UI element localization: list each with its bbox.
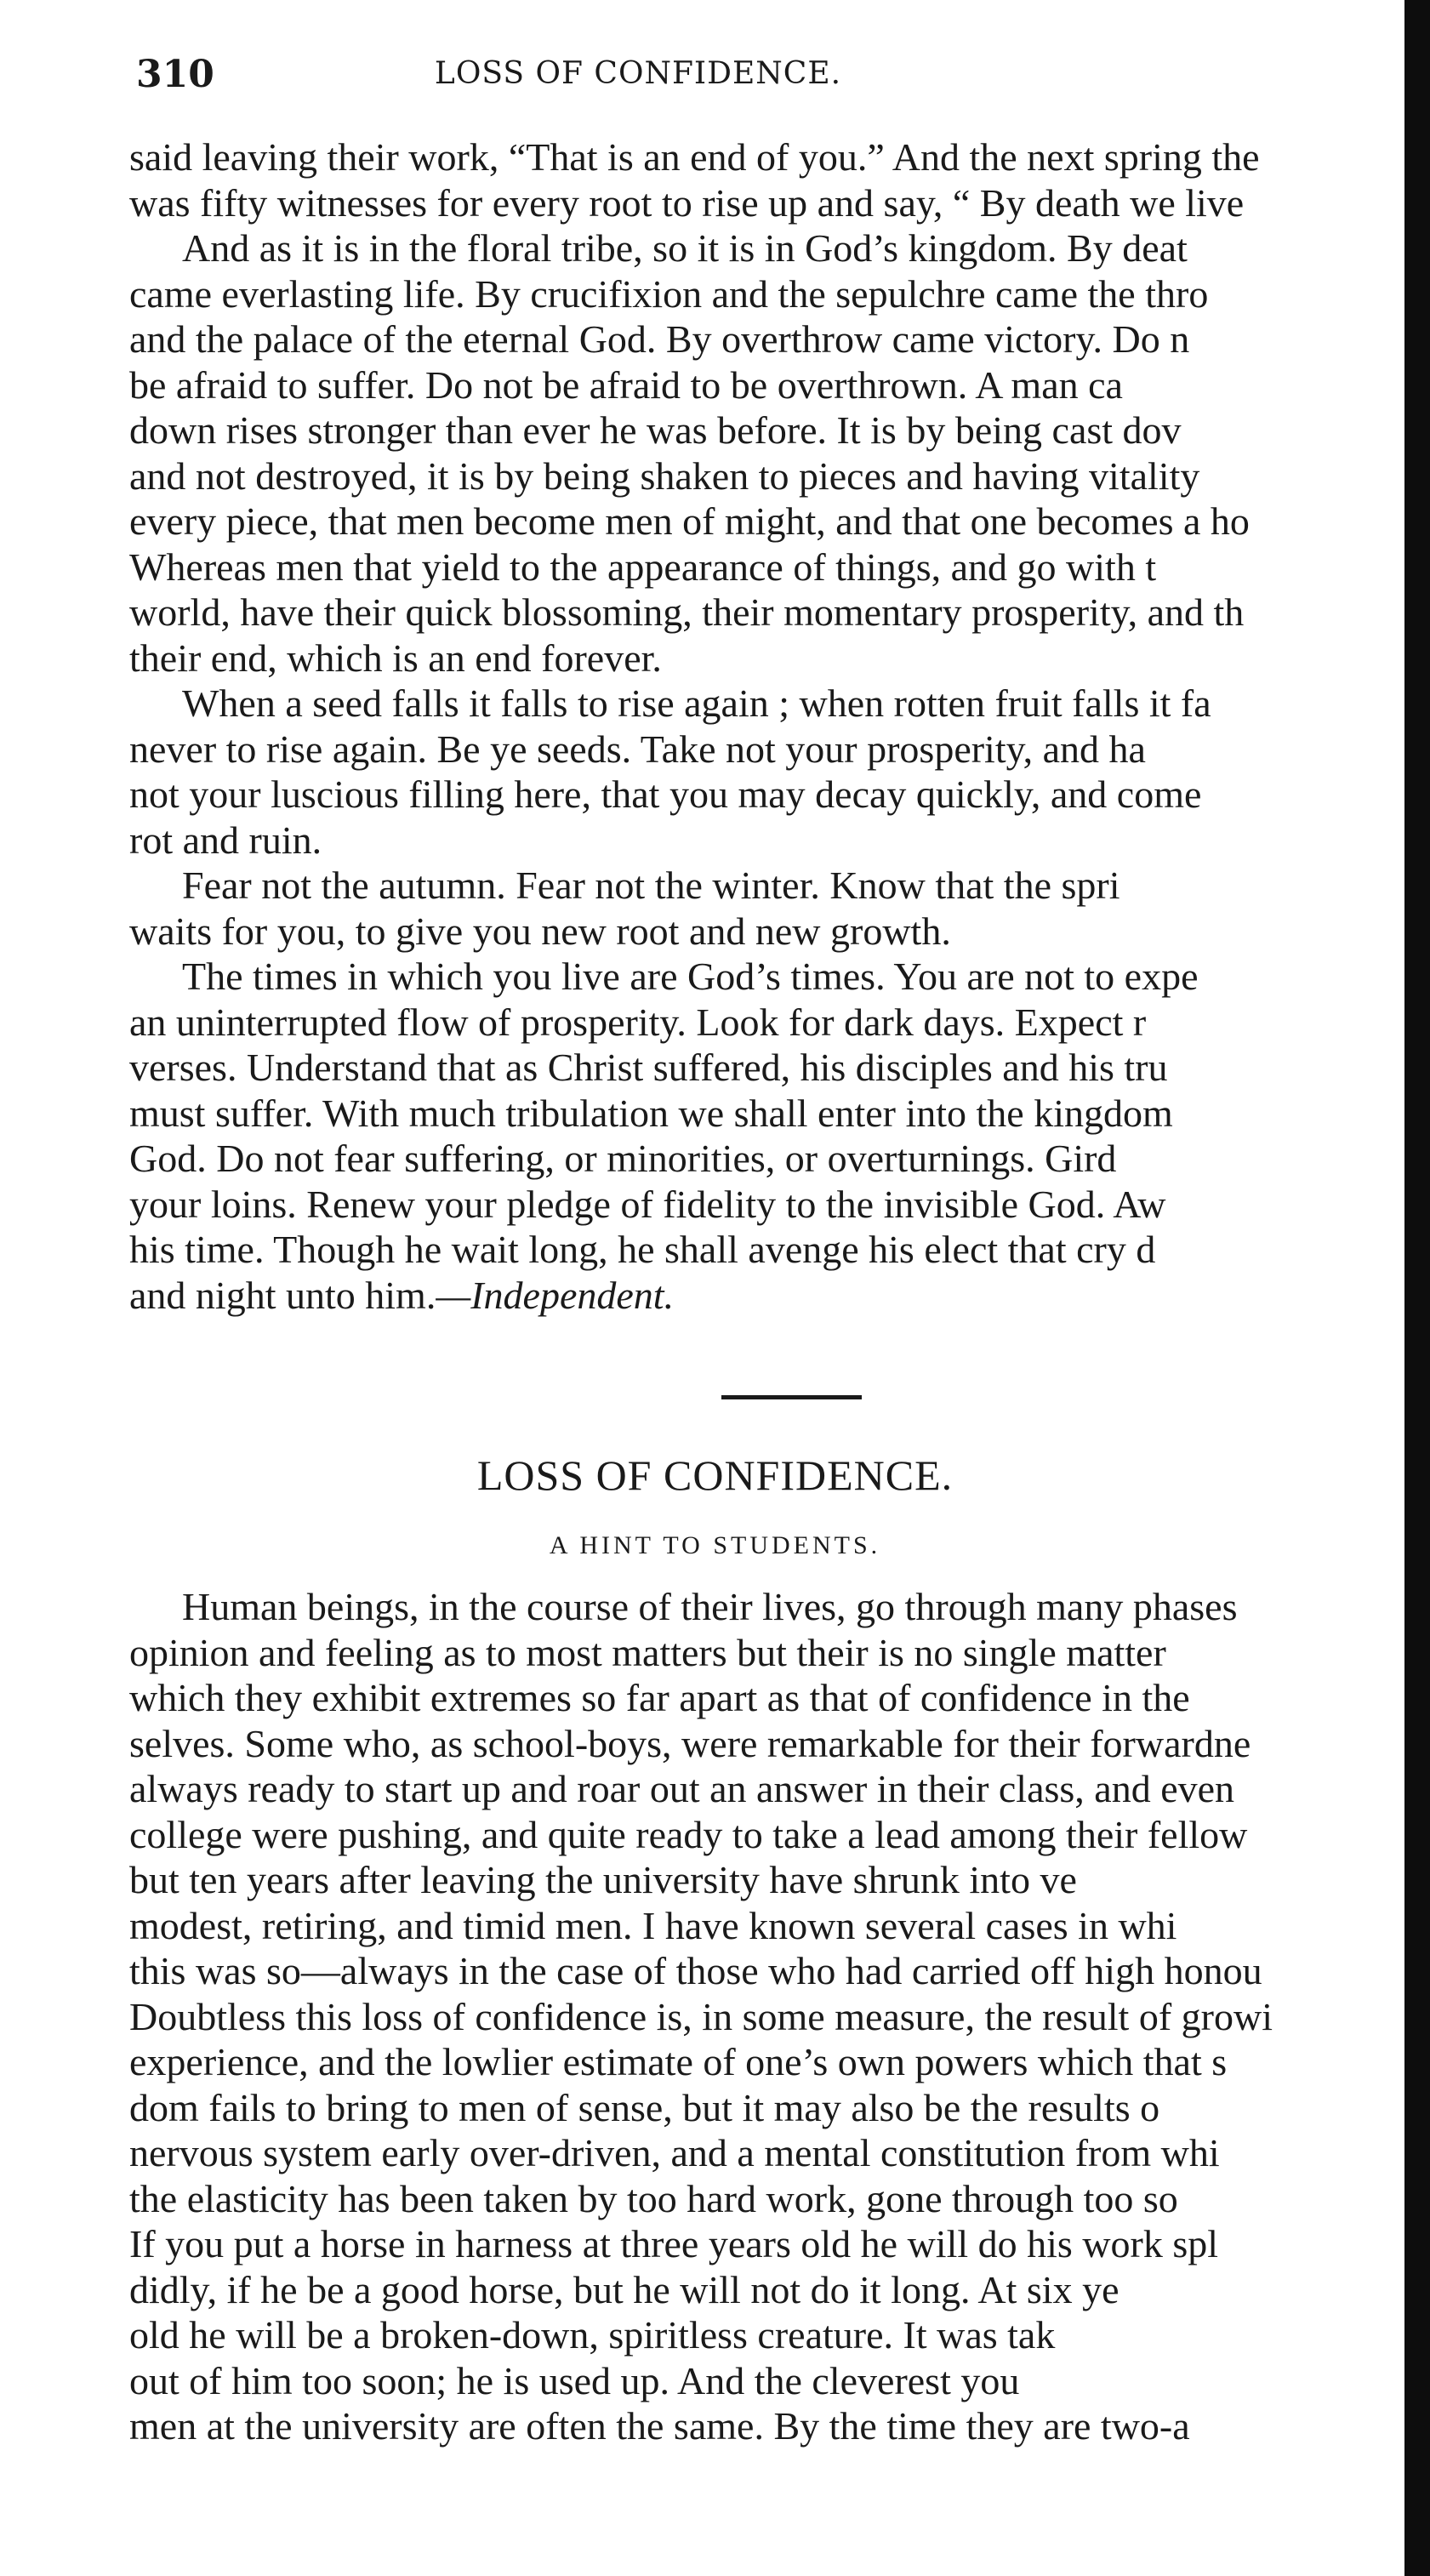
- text-line-end: and night unto him.: [129, 1273, 436, 1317]
- section-subtitle: A HINT TO STUDENTS.: [549, 1531, 881, 1559]
- text-line: dom fails to bring to men of sense, but it may also be the results o: [129, 2085, 1160, 2129]
- section-divider: [721, 1395, 862, 1399]
- binding-edge: [1404, 0, 1430, 2576]
- section-title: LOSS OF CONFIDENCE.: [476, 1451, 954, 1499]
- text-line: be afraid to suffer. Do not be afraid to be overthrown. A man ca: [129, 362, 1123, 407]
- text-line: said leaving their work, “That is an end of you.” And the next spring the: [129, 135, 1260, 179]
- text-line: modest, retiring, and timid men. I have known several cases in whi: [129, 1903, 1177, 1947]
- text-line: and not destroyed, it is by being shaken to pieces and having vitality: [129, 453, 1200, 498]
- text-line: nervous system early over-driven, and a mental constitution from whi: [129, 2131, 1220, 2174]
- text-line: always ready to start up and roar out an answer in their class, and even: [129, 1767, 1235, 1810]
- text-line: [129, 1273, 1416, 1319]
- text-line: came everlasting life. By crucifixion and the sepulchre came the thro: [129, 271, 1209, 316]
- attribution: —Independent.: [436, 1273, 675, 1317]
- text-line: his time. Though he wait long, he shall avenge his elect that cry d: [129, 1228, 1156, 1271]
- page-header: [136, 53, 1395, 104]
- text-line: old he will be a broken-down, spiritless creature. It was tak: [129, 2313, 1056, 2357]
- text-line: waits for you, to give you new root and new growth.: [129, 909, 951, 953]
- text-line: and the palace of the eternal God. By overthrow came victory. Do n: [129, 317, 1190, 361]
- text-line: world, have their quick blossoming, their momentary prosperity, and th: [129, 590, 1245, 634]
- text-line: When a seed falls it falls to rise again ; when rotten fruit falls it fa: [182, 681, 1211, 725]
- text-line: this was so—always in the case of those who had carried off high honou: [129, 1949, 1262, 1992]
- text-line: the elasticity has been taken by too hard work, gone through too so: [129, 2176, 1178, 2220]
- text-line: God. Do not fear suffering, or minorities, or overturnings. Gird: [129, 1137, 1117, 1180]
- text-line: must suffer. With much tribulation we shall enter into the kingdom: [129, 1091, 1173, 1135]
- text-line: never to rise again. Be ye seeds. Take not your prosperity, and ha: [129, 727, 1146, 771]
- text-line: every piece, that men become men of might, and that one becomes a ho: [129, 499, 1250, 543]
- article-1-text: [129, 134, 1416, 1318]
- page-number: 310: [136, 53, 214, 96]
- text-line: not your luscious filling here, that you may decay quickly, and come: [129, 772, 1202, 816]
- text-line: but ten years after leaving the university have shrunk into ve: [129, 1858, 1077, 1901]
- text-line: And as it is in the floral tribe, so it is in God’s kingdom. By deat: [182, 226, 1188, 270]
- text-line: men at the university are often the same. By the time they are two-a: [129, 2404, 1190, 2448]
- text-line: was fifty witnesses for every root to rise up and say, “ By death we live: [129, 180, 1245, 225]
- text-line: down rises stronger than ever he was before. It is by being cast dov: [129, 408, 1182, 452]
- running-head: LOSS OF CONFIDENCE.: [434, 56, 842, 91]
- text-line: college were pushing, and quite ready to take a lead among their fellow: [129, 1812, 1248, 1856]
- text-line: verses. Understand that as Christ suffered, his disciples and his tru: [129, 1046, 1168, 1089]
- text-line: Fear not the autumn. Fear not the winter. Know that the spri: [182, 863, 1120, 907]
- article-2-text: [129, 1584, 1416, 2449]
- text-line: your loins. Renew your pledge of fidelity to the invisible God. Aw: [129, 1182, 1166, 1226]
- text-line: If you put a horse in harness at three years old he will do his work spl: [129, 2222, 1219, 2265]
- text-line: didly, if he be a good horse, but he will not do it long. At six ye: [129, 2267, 1120, 2311]
- text-line: rot and ruin.: [129, 818, 322, 862]
- text-line: Human beings, in the course of their lives, go through many phases: [182, 1585, 1238, 1628]
- text-line: The times in which you live are God’s times. You are not to expe: [182, 955, 1199, 998]
- text-line: Doubtless this loss of confidence is, in some measure, the result of growi: [129, 1994, 1273, 2038]
- text-line: Whereas men that yield to the appearance of things, and go with t: [129, 544, 1157, 589]
- text-line: experience, and the lowlier estimate of one’s own powers which that s: [129, 2040, 1228, 2083]
- text-line: opinion and feeling as to most matters but their is no single matter: [129, 1630, 1166, 1674]
- text-line: an uninterrupted flow of prosperity. Look for dark days. Expect r: [129, 1000, 1147, 1044]
- text-line: out of him too soon; he is used up. And the cleverest you: [129, 2358, 1020, 2402]
- text-line: which they exhibit extremes so far apart as that of confidence in the: [129, 1676, 1190, 1719]
- text-line: their end, which is an end forever.: [129, 635, 662, 680]
- text-line: selves. Some who, as school-boys, were remarkable for their forwardne: [129, 1721, 1251, 1765]
